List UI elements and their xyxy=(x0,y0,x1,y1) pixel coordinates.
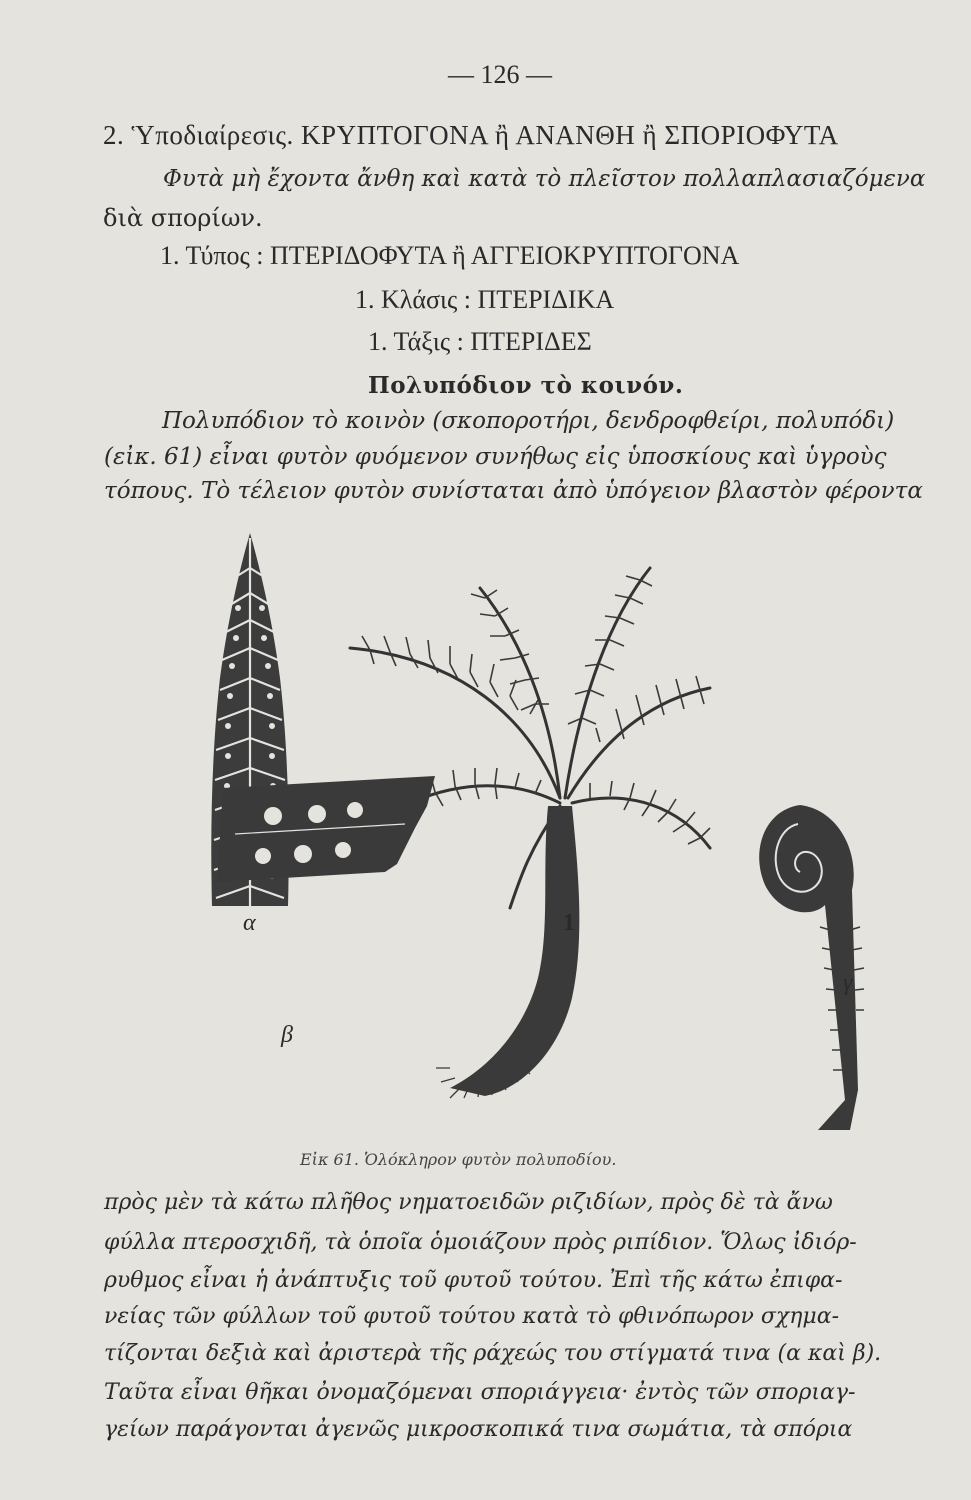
paragraph-2-line-3: ρυθμος εἶναι ἡ ἀνάπτυξις τοῦ φυτοῦ τούτου. Ἐπὶ τῆς κάτω ἐπιφα- xyxy=(104,1268,843,1293)
division-heading: 2. Ὑποδιαίρεσις. ΚΡΥΠΤΟΓΟΝΑ ἢ ΑΝΑΝΘΗ ἢ ΣΠΟΡΙΟΦΥΤΑ xyxy=(103,120,839,150)
figure-caption: Εἰκ 61. Ὁλόκληρον φυτὸν πολυποδίου. xyxy=(300,1150,617,1169)
paragraph-2-line-1: πρὸς μὲν τὰ κάτω πλῆθος νηματοειδῶν ριζιδίων, πρὸς δὲ τὰ ἄνω xyxy=(104,1190,833,1215)
page-number: — 126 — xyxy=(448,60,552,89)
paragraph-2-line-7: γείων παράγονται ἀγενῶς μικροσκοπικά τινα σωμάτια, τὰ σπόρια xyxy=(104,1417,853,1442)
figure-label-a: α xyxy=(243,910,256,936)
intro-line-1: Φυτὰ μὴ ἔχοντα ἄνθη καὶ κατὰ τὸ πλεῖστον πολλαπλασιαζόμενα xyxy=(163,166,926,192)
pinna-sori-illustration xyxy=(205,768,445,886)
class-heading: 1. Κλάσις : ΠΤΕΡΙΔΙΚΑ xyxy=(355,285,615,314)
paragraph-2-line-4: νείας τῶν φύλλων τοῦ φυτοῦ τούτου κατὰ τὸ φθινόπωρον σχημα- xyxy=(104,1304,840,1329)
paragraph-2-line-6: Ταῦτα εἶναι θῆκαι ὀνομαζόμεναι σποριάγγεια· ἐντὸς τῶν σποριαγ- xyxy=(104,1380,856,1405)
paragraph-1-line-3: τόπους. Τὸ τέλειον φυτὸν συνίσταται ἀπὸ ὑπόγειον βλαστὸν φέροντα xyxy=(104,478,923,504)
order-heading: 1. Τάξις : ΠΤΕΡΙΔΕΣ xyxy=(368,327,592,356)
figure-label-g: γ xyxy=(843,970,853,996)
species-heading: Πολυπόδιον τὸ κοινόν. xyxy=(368,372,684,399)
figure-label-b: β xyxy=(281,1022,293,1048)
figure-label-1: 1 xyxy=(563,910,575,936)
paragraph-1-line-1: Πολυπόδιον τὸ κοινὸν (σκοποροτήρι, δενδροφθείρι, πολυπόδι) xyxy=(162,408,895,434)
intro-line-2: διὰ σπορίων. xyxy=(103,204,263,232)
type-heading: 1. Τύπος : ΠΤΕΡΙΔΟΦΥΤΑ ἢ ΑΓΓΕΙΟΚΡΥΠΤΟΓΟΝΑ xyxy=(160,241,740,270)
paragraph-1-line-2: (εἰκ. 61) εἶναι φυτὸν φυόμενον συνήθως εἰς ὑποσκίους καὶ ὑγροὺς xyxy=(104,444,887,470)
paragraph-2-line-2: φύλλα πτεροσχιδῆ, τὰ ὁποῖα ὁμοιάζουν πρὸς ριπίδιον. Ὅλως ἰδιόρ- xyxy=(104,1230,857,1255)
paragraph-2-line-5: τίζονται δεξιὰ καὶ ἀριστερὰ τῆς ράχεώς του στίγματά τινα (α καὶ β). xyxy=(104,1341,882,1366)
